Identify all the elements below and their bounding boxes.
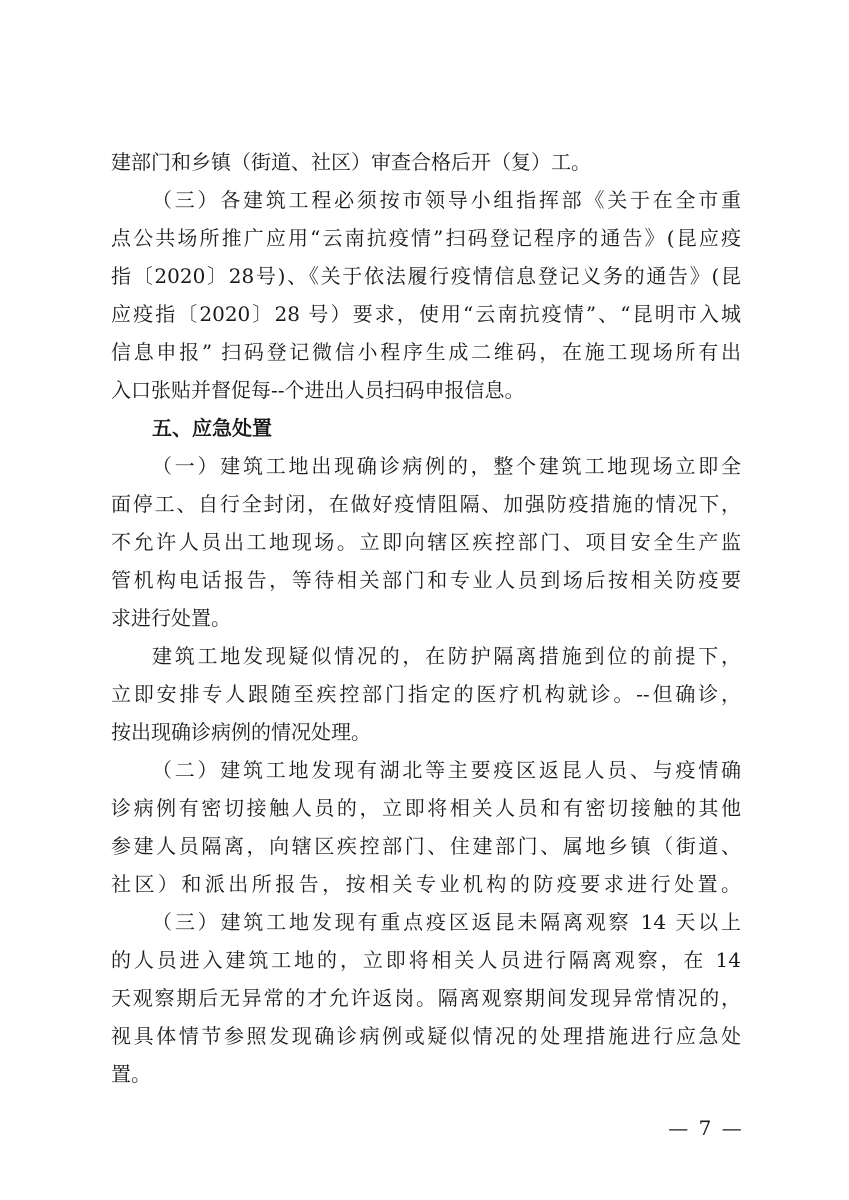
- section-heading: 五、应急处置: [152, 416, 272, 440]
- text-line: 建筑工地发现疑似情况的，在防护隔离措施到位的前提下，: [152, 644, 741, 668]
- text-line: （三）各建筑工程必须按市领导小组指挥部《关于在全市重: [152, 188, 741, 212]
- text-line: 立即安排专人跟随至疾控部门指定的医疗机构就诊。--但确诊，: [111, 682, 741, 706]
- text-line: 社区）和派出所报告，按相关专业机构的防疫要求进行处置。: [111, 872, 741, 896]
- page-number: — 7 —: [668, 1116, 744, 1140]
- text-line: 的人员进入建筑工地的，立即将相关人员进行隔离观察，在 14: [111, 948, 741, 972]
- body-text: [111, 143, 741, 1093]
- text-line: 应疫指〔2020〕28 号）要求，使用“云南抗疫情”、“昆明市入城: [111, 302, 741, 326]
- text-line: 入口张贴并督促每--个进出人员扫码申报信息。: [111, 378, 525, 402]
- text-line: 诊病例有密切接触人员的，立即将相关人员和有密切接触的其他: [111, 796, 741, 820]
- text-line: 面停工、自行全封闭，在做好疫情阻隔、加强防疫措施的情况下，: [111, 492, 741, 516]
- text-line: 按出现确诊病例的情况处理。: [111, 720, 371, 744]
- text-line: 天观察期后无异常的才允许返岗。隔离观察期间发现异常情况的，: [111, 986, 741, 1010]
- text-line: （二）建筑工地发现有湖北等主要疫区返昆人员、与疫情确: [152, 758, 741, 782]
- text-line: 点公共场所推广应用“云南抗疫情”扫码登记程序的通告》(昆应疫: [111, 226, 741, 250]
- text-line: 管机构电话报告，等待相关部门和专业人员到场后按相关防疫要: [111, 568, 741, 592]
- text-line: 视具体情节参照发现确诊病例或疑似情况的处理措施进行应急处: [111, 1024, 741, 1048]
- text-line: 不允许人员出工地现场。立即向辖区疾控部门、项目安全生产监: [111, 530, 741, 554]
- text-line: 建部门和乡镇（街道、社区）审查合格后开（复）工。: [111, 150, 591, 174]
- text-line: 求进行处置。: [111, 606, 231, 630]
- text-line: （三）建筑工地发现有重点疫区返昆未隔离观察 14 天以上: [152, 910, 741, 934]
- text-line: 置。: [111, 1062, 151, 1086]
- text-line: （一）建筑工地出现确诊病例的，整个建筑工地现场立即全: [152, 454, 741, 478]
- text-line: 信息申报” 扫码登记微信小程序生成二维码，在施工现场所有出: [111, 340, 741, 364]
- text-line: 指〔2020〕28号)、《关于依法履行疫情信息登记义务的通告》(昆: [111, 264, 741, 288]
- text-line: 参建人员隔离，向辖区疾控部门、住建部门、属地乡镇（街道、: [111, 834, 741, 858]
